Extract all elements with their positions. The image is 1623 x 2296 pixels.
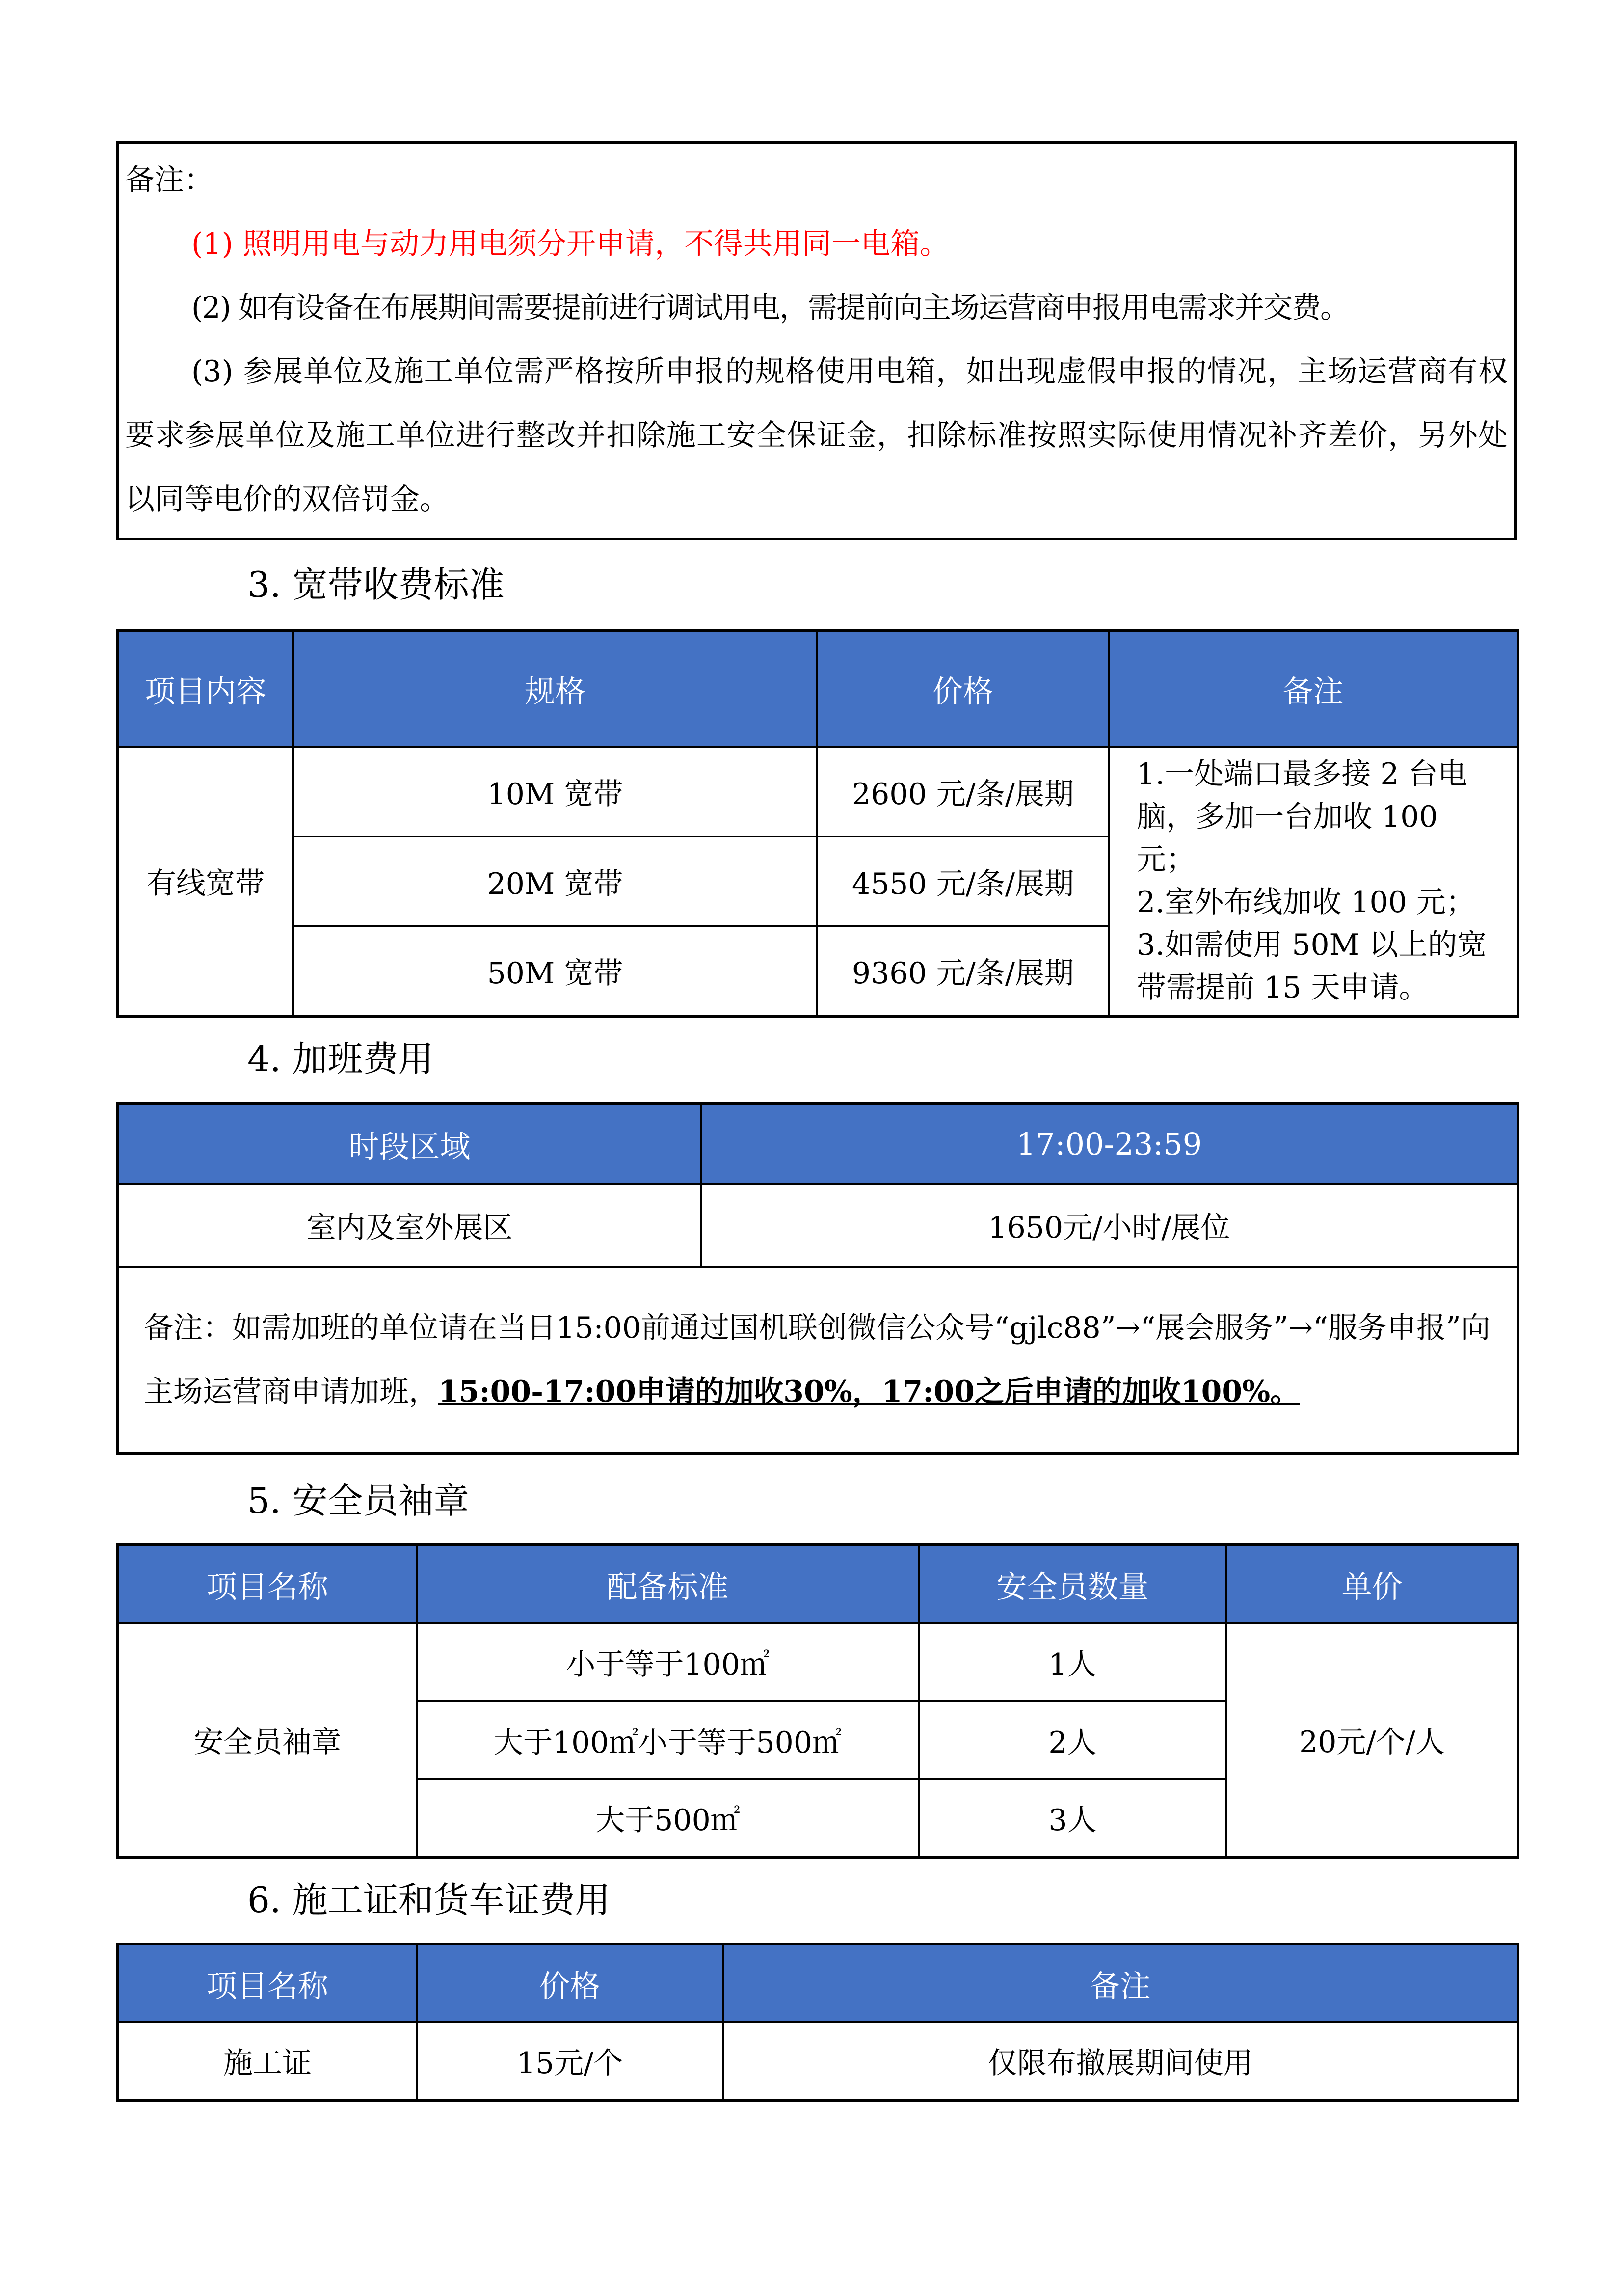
item-cell: 施工证 [118,2022,417,2100]
header-unit-price: 单价 [1226,1545,1518,1623]
section-3-heading: 3. 宽带收费标准 [247,564,505,605]
spec-cell: 50M 宽带 [293,926,817,1016]
price-cell: 2600 元/条/展期 [817,747,1109,837]
remark-cell [1109,747,1518,1016]
standard-cell: 大于100㎡小于等于500㎡ [417,1701,919,1779]
header-item-name: 项目名称 [118,1944,417,2022]
price-cell: 15元/个 [417,2022,723,2100]
overtime-fee-table [116,1102,1519,1455]
unit-price-cell: 20元/个/人 [1226,1623,1518,1857]
spec-cell: 10M 宽带 [293,747,817,837]
header-price: 价格 [817,630,1109,747]
header-spec: 规格 [293,630,817,747]
section-4-heading: 4. 加班费用 [247,1038,434,1080]
safety-armband-table [116,1543,1519,1859]
section-5-heading: 5. 安全员袖章 [247,1480,469,1521]
note-item-2: (2) 如有设备在布展期间需要提前进行调试用电，需提前向主场运营商申报用电需求并交费。 [191,291,1349,325]
permit-fee-table [116,1943,1519,2102]
header-standard: 配备标准 [417,1545,919,1623]
table-row [118,747,1518,837]
price-cell: 4550 元/条/展期 [817,837,1109,926]
note-text: 备注：如需加班的单位请在当日15:00前通过国机联创微信公众号“gjlc88”→“展会服务”→“服务申报”向主场运营商申请加班， [144,1311,1490,1409]
overtime-note [118,1267,1518,1454]
header-item: 项目内容 [118,630,293,747]
header-time: 17:00-23:59 [701,1103,1518,1184]
table-row [118,1623,1518,1701]
remark-cell: 仅限布撤展期间使用 [723,2022,1518,2100]
count-cell: 3人 [919,1779,1226,1857]
note-row [118,1267,1518,1454]
header-period: 时段区域 [118,1103,701,1184]
note-item-1: (1) 照明用电与动力用电须分开申请，不得共用同一电箱。 [191,227,950,261]
remark-line: 2.室外布线加收 100 元； [1137,885,1475,919]
header-count: 安全员数量 [919,1545,1226,1623]
area-cell: 室内及室外展区 [118,1184,701,1267]
remark-line: 1.一处端口最多接 2 台电脑，多加一台加收 100 元； [1137,757,1467,877]
note-item-3: (3) 参展单位及施工单位需严格按所申报的规格使用电箱，如出现虚假申报的情况，主场运营商有权要求参展单位及施工单位进行整改并扣除施工安全保证金，扣除标准按照实际使用情况补齐差价，另外处以同等电价的双倍罚金。 [125,354,1508,516]
rate-cell: 1650元/小时/展位 [701,1184,1518,1267]
electricity-notes-box [116,141,1517,540]
broadband-fee-table [116,629,1519,1018]
spec-cell: 20M 宽带 [293,837,817,926]
remark-line: 3.如需使用 50M 以上的宽带需提前 15 天申请。 [1137,928,1487,1005]
note-emphasis: 15:00-17:00申请的加收30%，17:00之后申请的加收100%。 [438,1375,1300,1409]
item-cell: 安全员袖章 [118,1623,417,1857]
standard-cell: 小于等于100㎡ [417,1623,919,1701]
header-remark: 备注 [1109,630,1518,747]
header-price: 价格 [417,1944,723,2022]
section-6-heading: 6. 施工证和货车证费用 [247,1879,611,1920]
notes-title: 备注： [125,163,213,197]
table-row [118,1184,1518,1267]
count-cell: 2人 [919,1701,1226,1779]
price-cell: 9360 元/条/展期 [817,926,1109,1016]
standard-cell: 大于500㎡ [417,1779,919,1857]
header-remark: 备注 [723,1944,1518,2022]
count-cell: 1人 [919,1623,1226,1701]
table-row [118,2022,1518,2100]
header-item-name: 项目名称 [118,1545,417,1623]
category-cell: 有线宽带 [118,747,293,1016]
